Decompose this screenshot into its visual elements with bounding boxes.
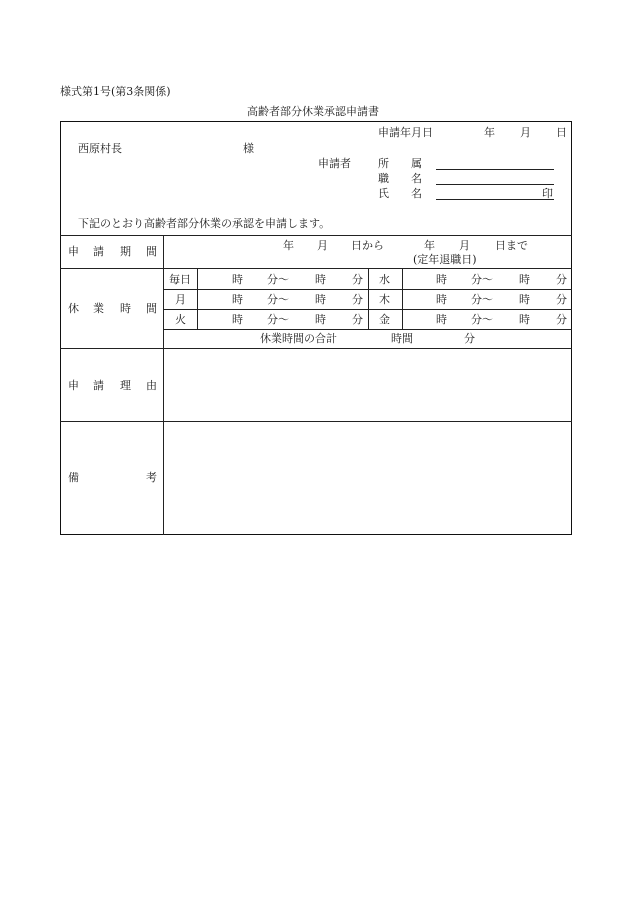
reason-label-4: 由 xyxy=(146,379,157,392)
row2-right-min-to: 分 xyxy=(556,293,567,306)
addressee-honorific: 様 xyxy=(243,142,254,155)
row1-left-hour-from: 時 xyxy=(232,273,243,286)
day-column-divider-left xyxy=(197,268,198,329)
remarks-label-2: 考 xyxy=(146,471,157,484)
hours-label-1: 休 xyxy=(68,302,79,315)
period-label-2: 請 xyxy=(93,245,104,258)
period-from-month: 月 xyxy=(317,239,328,252)
applicant-label: 申請者 xyxy=(318,157,351,170)
divider-period-top xyxy=(60,235,572,236)
row1-right-min-to: 分 xyxy=(556,273,567,286)
application-date-label: 申請年月日 xyxy=(378,126,433,139)
hours-label-2: 業 xyxy=(93,302,104,315)
row1-left-min-from: 分〜 xyxy=(267,273,289,286)
row3-right-min-to: 分 xyxy=(556,313,567,326)
remarks-input-area[interactable] xyxy=(164,422,571,534)
period-from-year: 年 xyxy=(283,239,294,252)
application-date-month: 月 xyxy=(520,126,531,139)
total-minutes-unit: 分 xyxy=(464,332,475,345)
affiliation-label-2: 属 xyxy=(411,157,422,170)
total-hours-label: 休業時間の合計 xyxy=(260,332,337,345)
day-label-thu: 木 xyxy=(379,293,390,306)
reason-input-area[interactable] xyxy=(164,349,571,420)
row3-left-min-to: 分 xyxy=(352,313,363,326)
day-column-divider-right xyxy=(402,268,403,329)
application-date-day: 日 xyxy=(556,126,567,139)
hours-label-4: 間 xyxy=(146,302,157,315)
row1-left-min-to: 分 xyxy=(352,273,363,286)
position-field-line[interactable] xyxy=(436,184,554,185)
form-number: 様式第1号(第3条関係) xyxy=(60,85,171,98)
row3-left-min-from: 分〜 xyxy=(267,313,289,326)
name-field-line[interactable] xyxy=(436,199,554,200)
position-label-1: 職 xyxy=(378,172,389,185)
hours-label-3: 時 xyxy=(120,302,131,315)
affiliation-label-1: 所 xyxy=(378,157,389,170)
day-label-fri: 金 xyxy=(379,313,390,326)
row3-left-hour-from: 時 xyxy=(232,313,243,326)
divider-hours-top xyxy=(60,268,572,269)
row1-left-hour-to: 時 xyxy=(315,273,326,286)
affiliation-field-line[interactable] xyxy=(436,169,554,170)
reason-label-1: 申 xyxy=(68,379,79,392)
period-from-day: 日から xyxy=(351,239,384,252)
period-label-1: 申 xyxy=(68,245,79,258)
period-note: (定年退職日) xyxy=(413,253,477,266)
seal-mark: 印 xyxy=(542,187,553,200)
period-label-3: 期 xyxy=(120,245,131,258)
period-to-day: 日まで xyxy=(495,239,528,252)
row2-right-min-from: 分〜 xyxy=(471,293,493,306)
row2-left-hour-to: 時 xyxy=(315,293,326,306)
day-label-everyday: 毎日 xyxy=(169,273,191,286)
request-statement: 下記のとおり高齢者部分休業の承認を申請します。 xyxy=(78,217,331,230)
row3-right-hour-to: 時 xyxy=(519,313,530,326)
row3-right-hour-from: 時 xyxy=(436,313,447,326)
name-label-1: 氏 xyxy=(378,187,389,200)
row2-left-hour-from: 時 xyxy=(232,293,243,306)
row1-right-hour-to: 時 xyxy=(519,273,530,286)
period-to-year: 年 xyxy=(424,239,435,252)
divider-hours-row3 xyxy=(163,329,572,330)
period-label-4: 間 xyxy=(146,245,157,258)
day-label-tue: 火 xyxy=(175,313,186,326)
row2-right-hour-from: 時 xyxy=(436,293,447,306)
row1-right-min-from: 分〜 xyxy=(471,273,493,286)
addressee-name: 西原村長 xyxy=(78,142,122,155)
day-label-mon: 月 xyxy=(175,293,186,306)
row2-left-min-from: 分〜 xyxy=(267,293,289,306)
total-hours-unit: 時間 xyxy=(391,332,413,345)
period-to-month: 月 xyxy=(459,239,470,252)
position-label-2: 名 xyxy=(411,172,422,185)
application-date-year: 年 xyxy=(484,126,495,139)
row3-right-min-from: 分〜 xyxy=(471,313,493,326)
reason-label-3: 理 xyxy=(120,379,131,392)
name-label-2: 名 xyxy=(411,187,422,200)
page-title: 高齢者部分休業承認申請書 xyxy=(247,105,379,118)
day-column-divider-mid xyxy=(368,268,369,329)
row2-right-hour-to: 時 xyxy=(519,293,530,306)
row1-right-hour-from: 時 xyxy=(436,273,447,286)
row2-left-min-to: 分 xyxy=(352,293,363,306)
reason-label-2: 請 xyxy=(93,379,104,392)
row3-left-hour-to: 時 xyxy=(315,313,326,326)
day-label-wed: 水 xyxy=(379,273,390,286)
remarks-label-1: 備 xyxy=(68,471,79,484)
